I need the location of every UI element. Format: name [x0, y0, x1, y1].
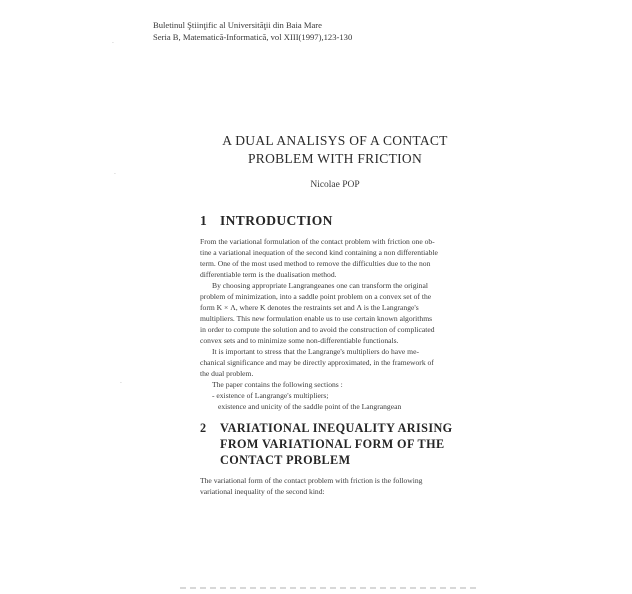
scan-speck: ·: [114, 171, 116, 178]
body-line: The paper contains the following sections :: [212, 380, 343, 389]
section-title: [220, 420, 453, 468]
section-title-line-3: CONTACT PROBLEM: [220, 453, 351, 467]
paper-author: Nicolae POP: [310, 180, 360, 190]
section-title-line-2: FROM VARIATIONAL FORM OF THE: [220, 437, 445, 451]
body-line: variational inequality of the second kind:: [200, 487, 325, 496]
journal-header: [153, 19, 352, 43]
body-line: It is important to stress that the Langrange's multipliers do have me-: [212, 347, 419, 356]
body-line: From the variational formulation of the contact problem with friction one ob-: [200, 237, 435, 246]
journal-header-line-1: Buletinul Ştiinţific al Universităţii din Baia Mare: [153, 20, 322, 30]
body-line: differentiable term is the dualisation method.: [200, 270, 337, 279]
body-line: the dual problem.: [200, 369, 254, 378]
section-2-body: [200, 475, 486, 497]
section-heading-variational-inequality: [200, 420, 453, 468]
body-line: chanical significance and may be directly approximated, in the framework of: [200, 358, 434, 367]
body-line: multipliers. This new formulation enable us to use certain known algorithms: [200, 314, 433, 323]
journal-header-line-2: Seria B, Matematică-Informatică, vol XIII(1997),123-130: [153, 32, 353, 42]
section-title-line-1: VARIATIONAL INEQUALITY ARISING: [220, 421, 453, 435]
body-line: problem of minimization, into a saddle point problem on a convex set of the: [200, 292, 432, 301]
section-title: INTRODUCTION: [220, 213, 333, 228]
paper-title-line-1: A DUAL ANALISYS OF A CONTACT: [222, 133, 448, 148]
list-item: - existence of Langrange's multipliers;: [212, 391, 329, 400]
body-line: form K × Λ, where K denotes the restraints set and Λ is the Langrange's: [200, 303, 419, 312]
body-line: term. One of the most used method to remove the difficulties due to the non: [200, 259, 431, 268]
body-line: in order to compute the solution and to avoid the construction of complicated: [200, 325, 435, 334]
body-line: By choosing appropriate Langrangeanes one can transform the original: [212, 281, 428, 290]
body-line: The variational form of the contact problem with friction is the following: [200, 476, 423, 485]
scan-speck: ·: [120, 380, 122, 387]
section-number: 2: [200, 421, 207, 435]
body-line: tine a variational inequation of the second kind containing a non differentiable: [200, 248, 438, 257]
paper-title: [185, 132, 485, 168]
introduction-body: [200, 236, 486, 412]
list-item: existence and unicity of the saddle point of the Langrangean: [218, 402, 402, 411]
paper-title-line-2: PROBLEM WITH FRICTION: [247, 151, 423, 166]
section-heading-introduction: [200, 213, 333, 229]
scan-speck: ·: [112, 40, 114, 47]
body-line: convex sets and to minimize some non-differentiable functionals.: [200, 336, 399, 345]
scan-bleed-through: [180, 587, 480, 589]
section-number: 1: [200, 213, 208, 228]
